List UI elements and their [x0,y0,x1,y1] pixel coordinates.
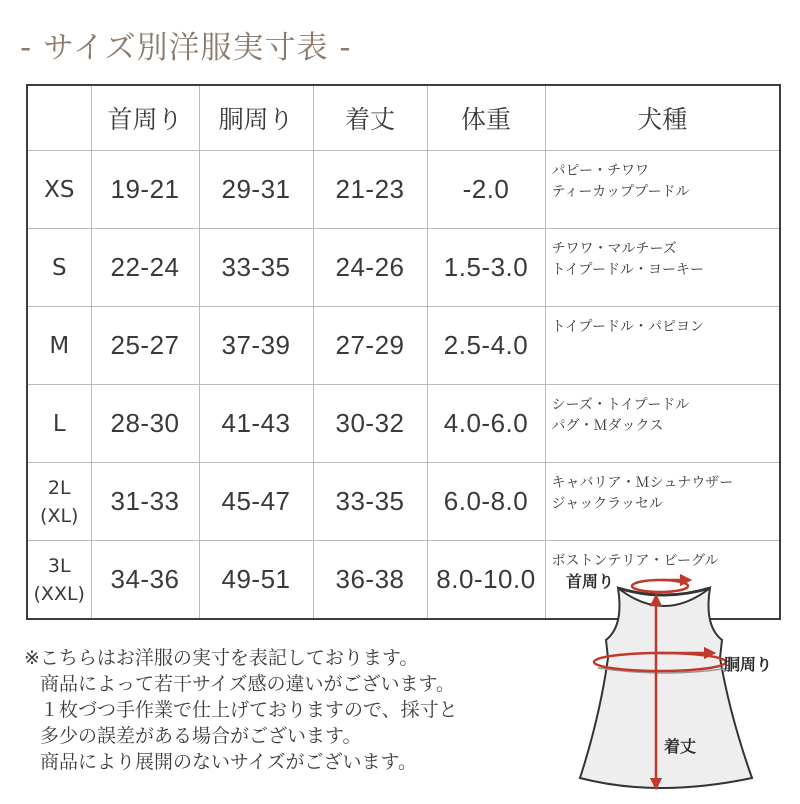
chest-label: 胴周り [724,655,773,674]
size-cell [27,463,91,541]
neck-measure-ring [632,580,688,592]
table-row [27,151,780,229]
breed-line: パピー・チワワ [551,163,649,179]
breed-line: パグ・Ｍダックス [551,418,664,434]
length-cell: 24-26 [313,229,427,307]
table-row [27,463,780,541]
chest-cell: 45-47 [199,463,313,541]
size-cell [27,307,91,385]
neck-cell: 22-24 [91,229,199,307]
chest-cell: 33-35 [199,229,313,307]
neck-cell: 34-36 [91,541,199,620]
weight-cell: 1.5-3.0 [427,229,545,307]
size-label: M [49,332,70,359]
breed-cell [545,229,780,307]
header-chest: 胴周り [199,85,313,151]
header-breed: 犬種 [545,85,780,151]
breed-line: トイプードル・ヨーキー [551,262,704,278]
header-corner [27,85,91,151]
chest-cell: 49-51 [199,541,313,620]
dress-body-shape [580,588,752,788]
breed-line: ジャックラッセル [551,496,663,512]
neck-cell: 19-21 [91,151,199,229]
size-label: L [52,410,66,437]
breed-line: キャバリア・Ｍシュナウザー [551,475,734,491]
measurement-diagram [560,556,800,800]
size-cell [27,385,91,463]
size-cell [27,229,91,307]
length-cell: 33-35 [313,463,427,541]
breed-cell [545,385,780,463]
dress-illustration [560,556,800,800]
breed-cell [545,463,780,541]
breed-cell [545,307,780,385]
size-label: XS [44,176,75,203]
length-cell: 21-23 [313,151,427,229]
note-line: 多少の誤差がある場合がございます。 [40,725,362,747]
length-cell: 27-29 [313,307,427,385]
chest-cell: 37-39 [199,307,313,385]
breed-line: トイプードル・パピヨン [551,319,704,335]
header-neck: 首周り [91,85,199,151]
chest-cell: 29-31 [199,151,313,229]
header-weight: 体重 [427,85,545,151]
length-label: 着丈 [664,737,697,756]
weight-cell: 6.0-8.0 [427,463,545,541]
breed-cell [545,151,780,229]
weight-cell: 4.0-6.0 [427,385,545,463]
size-label: 3L [47,554,71,577]
size-label-alt: (XL) [40,504,79,527]
note-line: 商品によって若干サイズ感の違いがございます。 [40,673,455,695]
neck-cell: 28-30 [91,385,199,463]
header-length: 着丈 [313,85,427,151]
table-row [27,229,780,307]
weight-cell: 2.5-4.0 [427,307,545,385]
breed-line: チワワ・マルチーズ [551,241,677,257]
breed-line: ティーカッププードル [551,184,690,200]
header-row [27,85,780,151]
size-label-alt: (XXL) [33,582,85,605]
length-cell: 36-38 [313,541,427,620]
neck-label: 首周り [566,572,615,591]
size-label: 2L [47,476,71,499]
neck-cell: 25-27 [91,307,199,385]
table-row [27,307,780,385]
breed-line: ボストンテリア・ビーグル [551,553,719,569]
breed-line: シーズ・トイプードル [551,397,690,413]
note-line: １枚づつ手作業で仕上げておりますので、採寸と [40,699,458,721]
size-label: S [51,254,67,281]
length-cell: 30-32 [313,385,427,463]
page-title: - サイズ別洋服実寸表 - [20,30,352,66]
weight-cell: 8.0-10.0 [427,541,545,620]
weight-cell: -2.0 [427,151,545,229]
note-line: ※こちらはお洋服の実寸を表記しております。 [24,647,419,669]
note-line: 商品により展開のないサイズがございます。 [40,751,417,773]
size-cell [27,151,91,229]
size-chart-table [26,84,781,620]
table-row [27,385,780,463]
size-cell [27,541,91,620]
neck-cell: 31-33 [91,463,199,541]
notes [24,645,458,775]
chest-cell: 41-43 [199,385,313,463]
